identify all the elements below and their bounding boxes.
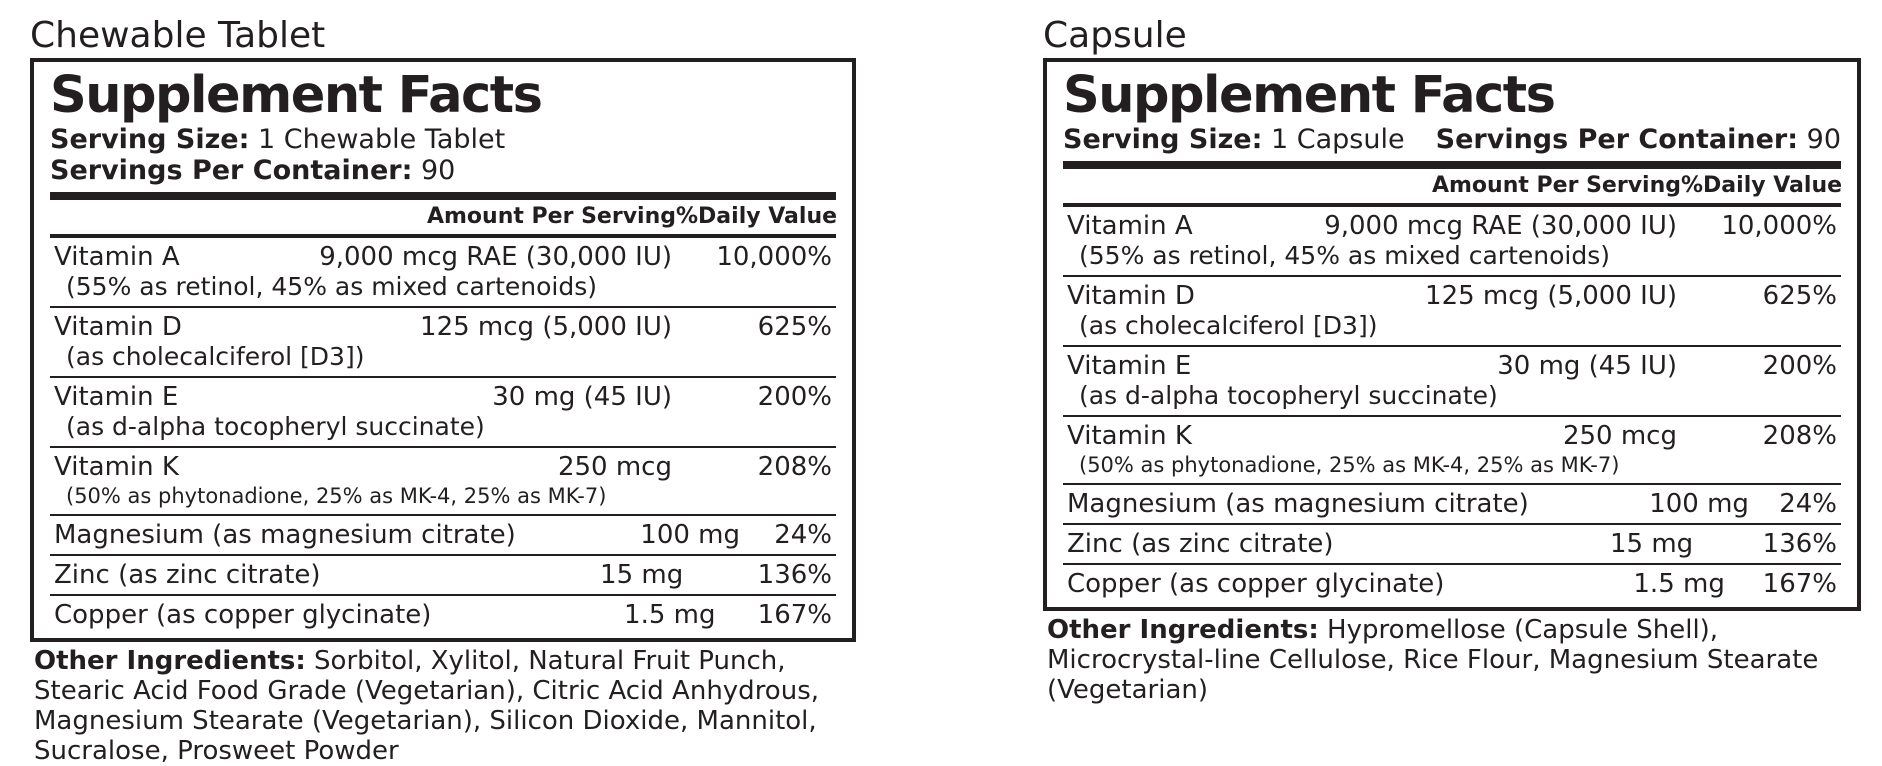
facts-title: Supplement Facts <box>50 66 542 125</box>
nutrient-main-line <box>1067 489 1837 519</box>
nutrient-main-line <box>1067 351 1837 381</box>
nutrient-name: Zinc (as zinc citrate) <box>1067 529 1334 559</box>
nutrient-amount: 15 mg <box>600 560 684 590</box>
nutrient-daily-value: 24% <box>774 520 832 550</box>
nutrient-source: (55% as retinol, 45% as mixed cartenoids) <box>1079 241 1610 270</box>
nutrient-amount: 125 mcg (5,000 IU) <box>420 312 672 342</box>
other-ingredients <box>30 646 856 766</box>
servings-label: Servings Per Container: <box>50 155 413 186</box>
nutrient-name: Vitamin K <box>54 452 179 482</box>
nutrient-daily-value: 208% <box>757 452 832 482</box>
nutrient-amount: 250 mcg <box>557 452 672 482</box>
serving-size-label: Serving Size: <box>1063 124 1263 155</box>
amount-header: Amount Per Serving <box>1431 173 1681 198</box>
nutrient-main-line <box>54 242 832 272</box>
nutrient-main-line <box>1067 211 1837 241</box>
servings-value: 90 <box>420 155 456 186</box>
nutrient-amount: 1.5 mg <box>1633 569 1725 599</box>
nutrient-row <box>50 516 836 556</box>
amount-header: Amount Per Serving <box>426 204 676 229</box>
nutrient-amount: 15 mg <box>1609 529 1694 559</box>
nutrient-row <box>1063 277 1841 347</box>
nutrient-daily-value: 200% <box>757 382 832 412</box>
nutrient-amount: 30 mg (45 IU) <box>1497 351 1677 381</box>
nutrient-name: Zinc (as zinc citrate) <box>54 560 321 590</box>
servings-label: Servings Per Container: <box>1435 124 1799 155</box>
nutrient-amount: 30 mg (45 IU) <box>492 382 672 412</box>
nutrient-daily-value: 200% <box>1762 351 1837 381</box>
nutrient-daily-value: 167% <box>757 600 832 630</box>
nutrient-row <box>50 308 836 378</box>
nutrient-rows <box>1063 207 1841 603</box>
facts-title: Supplement Facts <box>1063 66 1555 125</box>
nutrient-main-line <box>54 382 832 412</box>
form-label: Chewable Tablet <box>30 15 326 56</box>
nutrient-name: Magnesium (as magnesium citrate) <box>54 520 516 550</box>
nutrient-row <box>1063 525 1841 565</box>
nutrient-source: (55% as retinol, 45% as mixed cartenoids) <box>66 272 597 301</box>
nutrient-daily-value: 10,000% <box>716 242 832 272</box>
nutrient-source: (50% as phytonadione, 25% as MK-4, 25% as MK-7) <box>1079 453 1620 477</box>
supplement-facts-box <box>30 58 856 642</box>
nutrient-daily-value: 24% <box>1779 489 1837 519</box>
nutrient-main-line <box>1067 529 1837 559</box>
nutrient-row <box>1063 485 1841 525</box>
nutrient-row <box>1063 417 1841 485</box>
nutrient-name: Copper (as copper glycinate) <box>1067 569 1445 599</box>
dv-header: %Daily Value <box>1681 173 1843 198</box>
serving-size-label: Serving Size: <box>50 124 250 155</box>
nutrient-amount: 125 mcg (5,000 IU) <box>1425 281 1677 311</box>
nutrient-daily-value: 625% <box>1762 281 1837 311</box>
nutrient-source: (50% as phytonadione, 25% as MK-4, 25% as MK-7) <box>66 484 607 508</box>
nutrient-row <box>50 378 836 448</box>
nutrient-daily-value: 167% <box>1762 569 1837 599</box>
supplement-facts-box <box>1043 58 1861 611</box>
nutrient-name: Vitamin E <box>54 382 179 412</box>
nutrient-amount: 100 mg <box>640 520 741 550</box>
nutrient-row <box>1063 565 1841 603</box>
nutrient-source: (as d-alpha tocopheryl succinate) <box>66 412 485 441</box>
serving-size-value: 1 Capsule <box>1271 124 1405 155</box>
nutrient-source: (as cholecalciferol [D3]) <box>66 342 365 371</box>
other-ingredients <box>1043 615 1861 705</box>
nutrient-name: Vitamin A <box>54 242 180 272</box>
capsule-panel <box>1043 14 1861 705</box>
nutrient-source: (as cholecalciferol [D3]) <box>1079 311 1378 340</box>
nutrient-amount: 250 mcg <box>1562 421 1677 451</box>
nutrient-source: (as d-alpha tocopheryl succinate) <box>1079 381 1498 410</box>
form-label: Capsule <box>1043 15 1187 56</box>
dv-header: %Daily Value <box>676 204 838 229</box>
nutrient-main-line <box>1067 421 1837 451</box>
chewable-tablet-panel <box>30 14 856 766</box>
nutrient-daily-value: 625% <box>757 312 832 342</box>
nutrient-daily-value: 136% <box>1762 529 1837 559</box>
other-ingredients-text: Hypromellose (Capsule Shell), Microcrystal-line Cellulose, Rice Flour, Magnesium Stearate (Vegetarian) <box>1047 615 1819 705</box>
nutrient-name: Magnesium (as magnesium citrate) <box>1067 489 1529 519</box>
nutrient-name: Copper (as copper glycinate) <box>54 600 432 630</box>
nutrient-name: Vitamin K <box>1067 421 1192 451</box>
nutrient-name: Vitamin D <box>1067 281 1195 311</box>
nutrient-amount: 1.5 mg <box>624 600 716 630</box>
nutrient-main-line <box>54 452 832 482</box>
column-header <box>50 200 836 234</box>
column-header <box>1063 169 1841 203</box>
nutrient-daily-value: 10,000% <box>1721 211 1837 241</box>
nutrient-row <box>1063 207 1841 277</box>
thick-rule <box>1063 161 1841 169</box>
nutrient-rows <box>50 238 836 634</box>
nutrient-name: Vitamin E <box>1067 351 1192 381</box>
thick-rule <box>50 192 836 200</box>
nutrient-main-line <box>54 560 832 590</box>
nutrient-daily-value: 208% <box>1762 421 1837 451</box>
other-ingredients-label: Other Ingredients: <box>1047 615 1319 645</box>
serving-info-line <box>1063 124 1841 155</box>
nutrient-main-line <box>54 520 832 550</box>
nutrient-row <box>50 596 836 634</box>
serving-size-value: 1 Chewable Tablet <box>258 124 506 155</box>
nutrient-row <box>1063 347 1841 417</box>
nutrient-main-line <box>54 600 832 630</box>
other-ingredients-label: Other Ingredients: <box>34 646 306 676</box>
servings-value: 90 <box>1806 124 1841 155</box>
nutrient-name: Vitamin D <box>54 312 182 342</box>
servings-line <box>50 155 836 186</box>
serving-size-line <box>50 124 836 155</box>
nutrient-amount: 9,000 mcg RAE (30,000 IU) <box>319 242 672 272</box>
nutrient-amount: 100 mg <box>1649 489 1749 519</box>
nutrient-row <box>50 448 836 516</box>
nutrient-name: Vitamin A <box>1067 211 1193 241</box>
nutrient-daily-value: 136% <box>757 560 832 590</box>
nutrient-row <box>50 238 836 308</box>
nutrient-main-line <box>54 312 832 342</box>
nutrient-main-line <box>1067 281 1837 311</box>
other-ingredients-text: Sorbitol, Xylitol, Natural Fruit Punch, Stearic Acid Food Grade (Vegetarian), Citric Acid Anhydrous, Magnesium Stearate (Vegetarian), Silicon Dioxide, Mannitol, Sucralose, Prosweet Powder <box>34 646 820 766</box>
nutrient-main-line <box>1067 569 1837 599</box>
nutrient-row <box>50 556 836 596</box>
nutrient-amount: 9,000 mcg RAE (30,000 IU) <box>1324 211 1677 241</box>
